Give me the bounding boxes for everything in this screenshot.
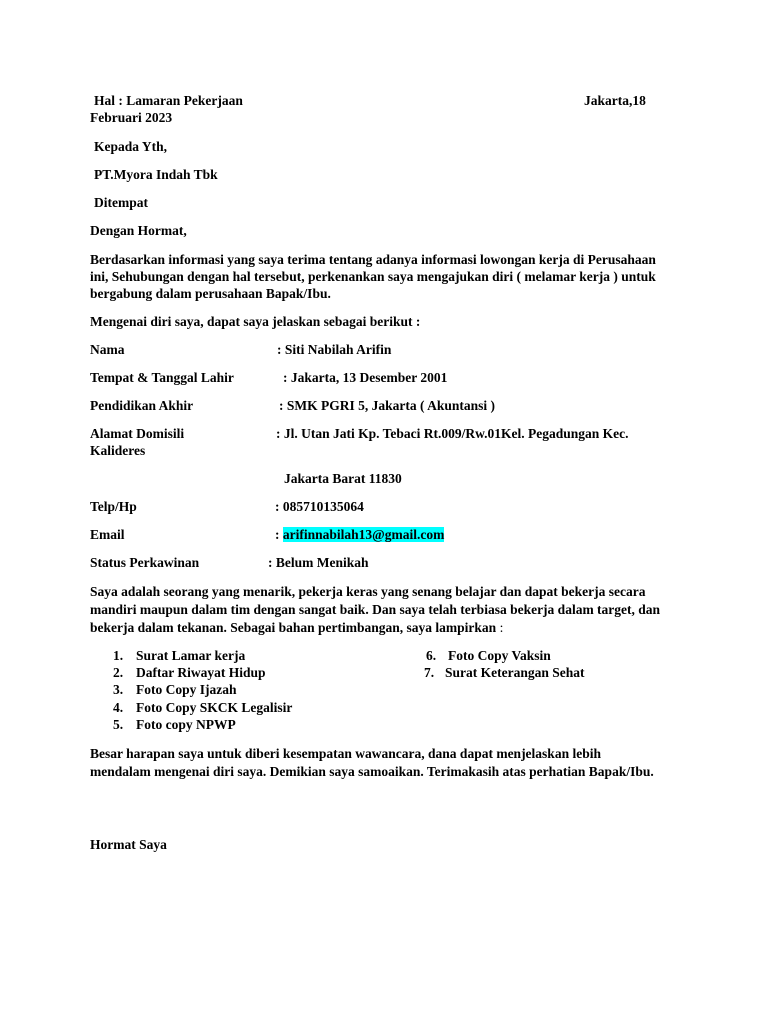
marital-value: : Belum Menikah xyxy=(268,555,369,570)
list-item: Foto Copy Vaksin xyxy=(448,648,551,663)
intro-line-1: Berdasarkan informasi yang saya terima tentang adanya informasi lowongan kerja di Perusahaan xyxy=(90,252,656,267)
address-value-3: Jakarta Barat 11830 xyxy=(284,471,402,486)
recipient-place: Ditempat xyxy=(94,195,148,210)
recipient-company: PT.Myora Indah Tbk xyxy=(94,167,218,182)
about-intro: Mengenai diri saya, dapat saya jelaskan sebagai berikut : xyxy=(90,314,421,329)
list-item-number: 3. xyxy=(113,682,124,697)
statement-line-1: Saya adalah seorang yang menarik, pekerja keras yang senang belajar dan dapat bekerja secara xyxy=(90,584,646,599)
date-part-1: Jakarta,18 xyxy=(584,93,646,108)
birth-label: Tempat & Tanggal Lahir xyxy=(90,370,234,385)
list-item-number: 7. xyxy=(424,665,435,680)
statement-colon: : xyxy=(499,620,504,635)
list-item-number: 6. xyxy=(426,648,437,663)
list-item-number: 5. xyxy=(113,717,124,732)
birth-value: : Jakarta, 13 Desember 2001 xyxy=(283,370,448,385)
list-item: Foto Copy SKCK Legalisir xyxy=(136,700,293,715)
list-item-number: 1. xyxy=(113,648,124,663)
name-label: Nama xyxy=(90,342,125,357)
list-item: Foto copy NPWP xyxy=(136,717,236,732)
address-label: Alamat Domisili xyxy=(90,426,185,441)
phone-label: Telp/Hp xyxy=(90,499,137,514)
statement-line-3 xyxy=(90,619,503,637)
closing-line-2: mendalam mengenai diri saya. Demikian saya samoaikan. Terimakasih atas perhatian Bapak/Ibu. xyxy=(90,764,654,779)
email-link[interactable]: arifinnabilah13@gmail.com xyxy=(282,527,445,542)
address-value-1: : Jl. Utan Jati Kp. Tebaci Rt.009/Rw.01Kel. Pegadungan Kec. xyxy=(276,426,629,441)
name-value: : Siti Nabilah Arifin xyxy=(277,342,392,357)
list-item-number: 4. xyxy=(113,700,124,715)
list-item-number: 2. xyxy=(113,665,124,680)
intro-line-2: ini, Sehubungan dengan hal tersebut, perkenankan saya mengajukan diri ( melamar kerja ) untuk xyxy=(90,269,656,284)
education-label: Pendidikan Akhir xyxy=(90,398,194,413)
list-item: Daftar Riwayat Hidup xyxy=(136,665,266,680)
signoff: Hormat Saya xyxy=(90,837,167,852)
list-item: Surat Lamar kerja xyxy=(136,648,246,663)
recipient-greeting: Kepada Yth, xyxy=(94,139,168,154)
intro-line-3: bergabung dalam perusahaan Bapak/Ibu. xyxy=(90,286,331,301)
statement-line-2: mandiri maupun dalam tim dengan sangat baik. Dan saya telah terbiasa bekerja dalam target, dan xyxy=(90,602,661,617)
list-item: Surat Keterangan Sehat xyxy=(445,665,585,680)
list-item: Foto Copy Ijazah xyxy=(136,682,237,697)
date-part-2: Februari 2023 xyxy=(90,110,173,125)
subject-line: Hal : Lamaran Pekerjaan xyxy=(94,93,243,108)
email-colon: : xyxy=(275,527,280,542)
address-value-2: Kalideres xyxy=(90,443,146,458)
email-field xyxy=(275,526,444,544)
education-value: : SMK PGRI 5, Jakarta ( Akuntansi ) xyxy=(279,398,496,413)
salutation: Dengan Hormat, xyxy=(90,223,187,238)
closing-line-1: Besar harapan saya untuk diberi kesempatan wawancara, dana dapat menjelaskan lebih xyxy=(90,746,601,761)
email-label: Email xyxy=(90,527,125,542)
marital-label: Status Perkawinan xyxy=(90,555,200,570)
phone-value: : 085710135064 xyxy=(275,499,364,514)
statement-line-3-text: bekerja dalam tekanan. Sebagai bahan pertimbangan, saya lampirkan xyxy=(90,620,497,635)
